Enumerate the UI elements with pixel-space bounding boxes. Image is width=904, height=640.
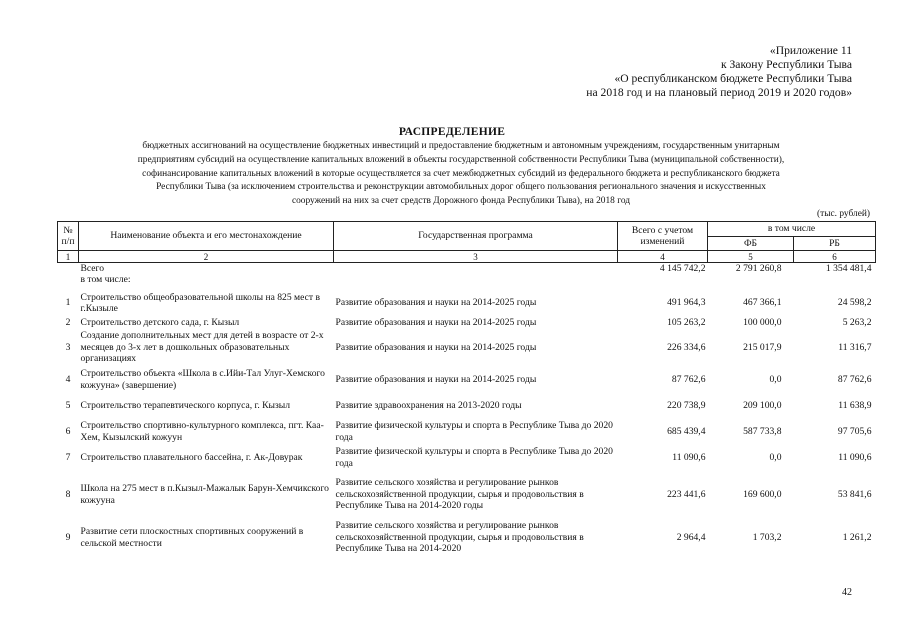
column-number: 4 [618, 251, 708, 263]
total-fb: 2 791 260,8 [735, 263, 782, 274]
total-rb: 1 354 481,4 [825, 263, 872, 274]
total-amount: 87 762,6 [671, 373, 706, 385]
program-name: Развитие образования и науки на 2014-2025 годы [335, 316, 537, 328]
fb-amount: 0,0 [769, 373, 782, 385]
fb-amount: 209 100,0 [743, 399, 782, 411]
object-name: Строительство терапевтического корпуса, г. Кызыл [80, 399, 291, 411]
subtitle-line: сооружений на них за счет средств Дорожного фонда Республики Тыва), на 2018 год [291, 196, 631, 207]
object-name: Создание дополнительных мест для детей в возрасте от 2-х месяцев до 3-х лет в дошкольных образовательных организациях [80, 330, 324, 365]
fb-amount: 0,0 [769, 451, 782, 463]
total-sum: 4 145 742,2 [659, 263, 706, 274]
program-name: Развитие сельского хозяйства и регулирование рынков сельскохозяйственной продукции, сырья и продовольствия в Республике Тыва на 2014-2020 [335, 520, 584, 555]
object-name: Строительство плавательного бассейна, г. Ак-Довурак [80, 451, 303, 463]
column-number: 1 [58, 251, 79, 263]
subtitle-line: предприятиям субсидий на осуществление капитальных вложений в объекты государственной собственности Республики Тыва (муниципальной собственности), [137, 154, 785, 165]
allocation-table [57, 221, 876, 557]
column-number: 6 [794, 251, 876, 263]
rb-amount: 11 638,9 [838, 399, 872, 411]
header-including: в том числе [708, 222, 876, 237]
row-number: 3 [65, 341, 71, 353]
table-row [58, 419, 876, 445]
table-row [58, 393, 876, 419]
object-name: Школа на 275 мест в п.Кызыл-Мажалык Барун-Хемчикского кожууна [80, 483, 329, 506]
total-amount: 105 263,2 [667, 316, 706, 328]
object-name: Строительство общеобразовательной школы на 825 мест в г.Кызыле [80, 291, 321, 314]
rb-amount: 24 598,2 [837, 297, 872, 309]
row-number: 8 [65, 488, 71, 500]
fb-amount: 587 733,8 [743, 425, 782, 437]
total-amount: 220 738,9 [667, 399, 706, 411]
appendix-line: «О республиканском бюджете Республики Тыва [614, 72, 852, 85]
header-total: Всего с учетом изменений [618, 222, 708, 251]
subtitle-line: бюджетных ассигнований на осуществление бюджетных инвестиций и предоставление бюджетным и автономным учреждениям, государственным унитарным [142, 141, 780, 151]
program-name: Развитие образования и науки на 2014-2025 годы [335, 341, 537, 353]
object-name: Строительство детского сада, г. Кызыл [80, 316, 240, 328]
total-amount: 11 090,6 [672, 451, 706, 463]
header-num: № п/п [58, 222, 79, 251]
fb-amount: 215 017,9 [743, 341, 782, 353]
row-number: 6 [65, 425, 71, 437]
row-number: 2 [65, 316, 71, 328]
total-label-cell [79, 263, 334, 290]
header-fb: ФБ [708, 237, 794, 251]
appendix-line: на 2018 год и на плановый период 2019 и 2020 годов» [586, 86, 852, 99]
table-row [58, 367, 876, 393]
program-name: Развитие образования и науки на 2014-2025 годы [335, 373, 537, 385]
fb-amount: 100 000,0 [743, 316, 782, 328]
row-number: 4 [65, 373, 71, 385]
rb-amount: 87 762,6 [837, 373, 872, 385]
total-label: Всего [80, 263, 105, 274]
program-name: Развитие физической культуры и спорта в Республике Тыва до 2020 года [335, 446, 613, 469]
fb-amount: 467 366,1 [743, 297, 782, 309]
rb-amount: 5 263,2 [842, 316, 872, 328]
rb-amount: 1 261,2 [842, 531, 872, 543]
document-title: РАСПРЕДЕЛЕНИЕ [398, 126, 506, 138]
object-name: Строительство спортивно-культурного комплекса, пгт. Каа-Хем, Кызылский кожуун [80, 420, 324, 443]
row-number: 1 [65, 297, 71, 309]
appendix-line: к Закону Республики Тыва [720, 58, 852, 71]
total-row [58, 263, 876, 290]
rb-amount: 11 316,7 [838, 341, 872, 353]
fb-amount: 169 600,0 [743, 488, 782, 500]
appendix-line: «Приложение 11 [769, 44, 852, 57]
appendix-header [586, 44, 852, 100]
table-row [58, 317, 876, 329]
total-amount: 491 964,3 [667, 297, 706, 309]
fb-amount: 1 703,2 [752, 531, 782, 543]
table-row [58, 445, 876, 471]
program-name: Развитие физической культуры и спорта в Республике Тыва до 2020 года [335, 420, 613, 443]
table-row [58, 471, 876, 519]
object-name: Развитие сети плоскостных спортивных сооружений в сельской местности [80, 526, 304, 549]
header-rb: РБ [794, 237, 876, 251]
total-sublabel: в том числе: [80, 274, 131, 286]
total-amount: 685 439,4 [667, 425, 706, 437]
rb-amount: 11 090,6 [838, 451, 872, 463]
subtitle-line: софинансирование капитальных вложений в которые осуществляется за счет межбюджетных субсидий из федерального бюджета и республиканского бюджета [142, 168, 780, 179]
column-number: 3 [334, 251, 618, 263]
column-number: 5 [708, 251, 794, 263]
total-amount: 226 334,6 [667, 341, 706, 353]
table-row [58, 290, 876, 317]
page-number: 42 [842, 587, 852, 598]
program-name: Развитие образования и науки на 2014-2025 годы [335, 297, 537, 309]
header-name: Наименование объекта и его местонахождение [79, 222, 334, 251]
program-name: Развитие сельского хозяйства и регулирование рынков сельскохозяйственной продукции, сырья и продовольствия в Республике Тыва на 2014-2020 годы [335, 477, 584, 512]
header-program: Государственная программа [334, 222, 618, 251]
table-row [58, 519, 876, 557]
document-subtitle [46, 140, 876, 209]
row-number: 7 [65, 451, 71, 463]
column-number: 2 [79, 251, 334, 263]
rb-amount: 53 841,6 [837, 488, 872, 500]
row-number: 5 [65, 399, 71, 411]
rb-amount: 97 705,6 [837, 425, 872, 437]
subtitle-line: Республики Тыва (за исключением строительства и реконструкции автомобильных дорог общего пользования регионального значения и искусственных [156, 182, 766, 193]
program-name: Развитие здравоохранения на 2013-2020 годы [335, 399, 522, 411]
row-number: 9 [65, 531, 71, 543]
total-amount: 223 441,6 [667, 488, 706, 500]
units-label: (тыс. рублей) [816, 209, 870, 219]
object-name: Строительство объекта «Школа в с.Ийи-Тал Улуг-Хемского кожууна» (завершение) [80, 368, 325, 391]
table-row [58, 329, 876, 367]
total-amount: 2 964,4 [676, 531, 706, 543]
